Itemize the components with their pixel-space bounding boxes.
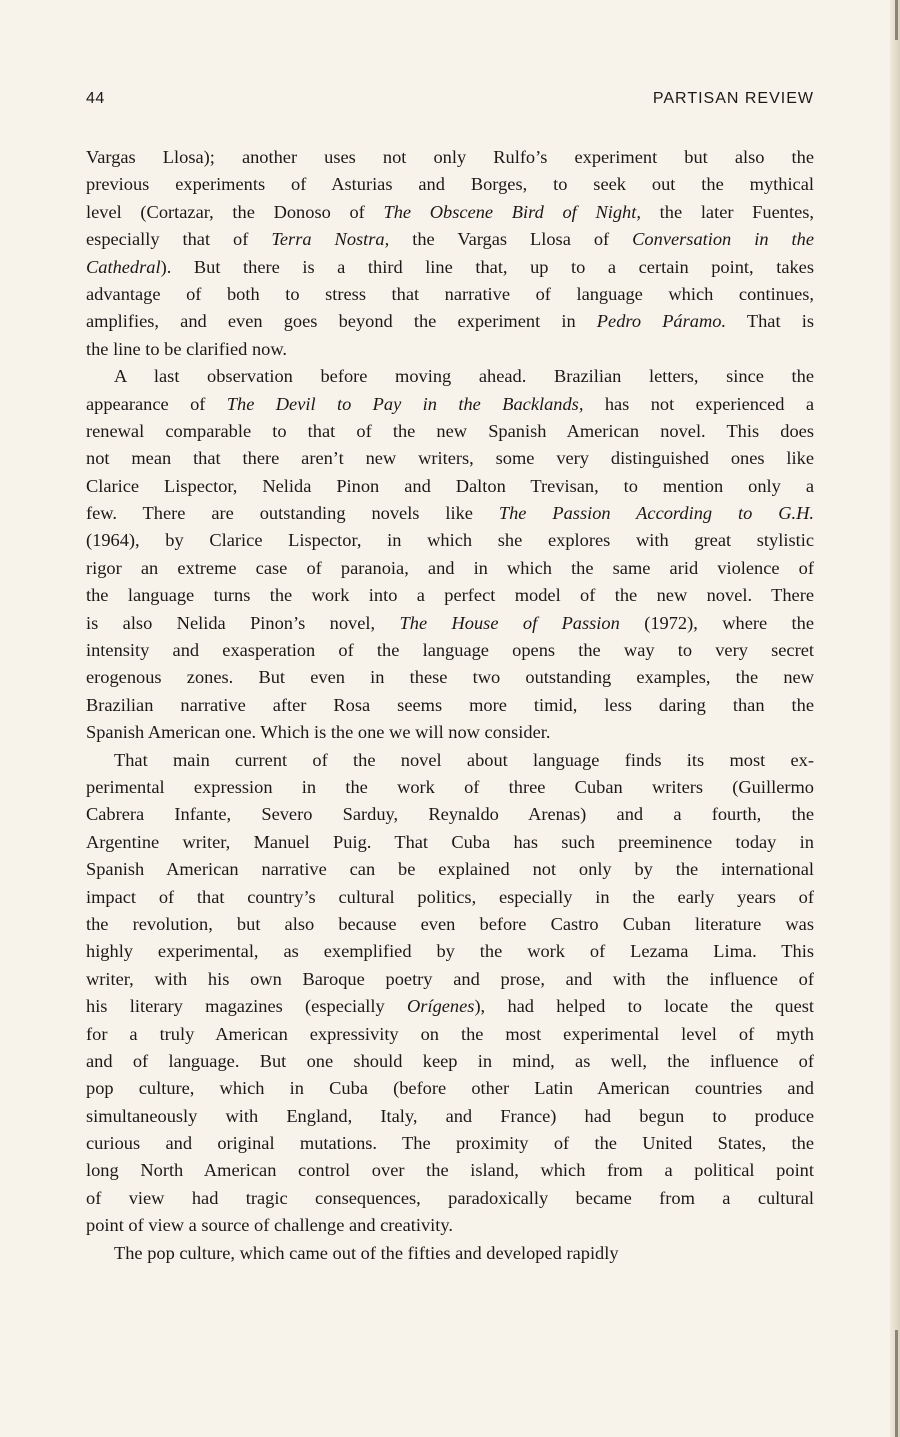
body-text xyxy=(86,144,814,1267)
text-line xyxy=(86,199,814,226)
text-span: especially that of xyxy=(86,229,272,250)
text-line xyxy=(86,829,814,856)
text-line xyxy=(86,1212,814,1239)
text-span: erogenous zones. But even in these two outstanding examples, the new xyxy=(86,667,814,688)
text-span: A last observation before moving ahead. Brazilian letters, since the xyxy=(114,366,814,387)
text-span: highly experimental, as exemplified by the work of Lezama Lima. This xyxy=(86,941,814,962)
text-line xyxy=(86,938,814,965)
text-span: That main current of the novel about language finds its most ex- xyxy=(114,749,814,770)
text-line xyxy=(86,144,814,171)
text-line xyxy=(86,966,814,993)
text-span: the line to be clarified now. xyxy=(86,338,288,359)
text-span: level (Cortazar, the Donoso of xyxy=(86,201,384,222)
text-line xyxy=(86,911,814,938)
text-line xyxy=(86,1157,814,1184)
italic-title: The Obscene Bird of Night, xyxy=(383,201,641,222)
italic-title: The Devil to Pay in the Backlands, xyxy=(226,393,584,414)
text-line xyxy=(86,774,814,801)
italic-title: The House of Passion xyxy=(399,612,620,633)
italic-title: Conversation in the xyxy=(632,229,814,250)
text-line xyxy=(86,336,814,363)
text-span: advantage of both to stress that narrative of language which continues, xyxy=(86,283,814,304)
text-line xyxy=(86,226,814,253)
text-span: of view had tragic consequences, paradoxically became from a cultural xyxy=(86,1187,814,1208)
page-header xyxy=(86,90,814,116)
running-head: PARTISAN REVIEW xyxy=(652,90,814,107)
text-line xyxy=(86,747,814,774)
italic-title: Terra Nostra, xyxy=(271,229,390,250)
text-line xyxy=(86,445,814,472)
text-line xyxy=(86,856,814,883)
text-span: few. There are outstanding novels like xyxy=(86,503,499,524)
page-edge xyxy=(890,0,900,1437)
page-number: 44 xyxy=(86,90,105,107)
text-span: writer, with his own Baroque poetry and prose, and with the influence of xyxy=(86,968,814,989)
text-line xyxy=(86,363,814,390)
text-span: the language turns the work into a perfect model of the new novel. There xyxy=(86,585,814,606)
text-span: intensity and exasperation of the language opens the way to very secret xyxy=(86,640,814,661)
text-span: Spanish American narrative can be explained not only by the international xyxy=(86,859,814,880)
text-span: has not experienced a xyxy=(583,393,814,414)
text-span: not mean that there aren’t new writers, some very distinguished ones like xyxy=(86,448,814,469)
text-line xyxy=(86,391,814,418)
page-edge-shadow xyxy=(895,0,898,40)
italic-title: The Passion According to G.H. xyxy=(498,503,814,524)
text-line xyxy=(86,1048,814,1075)
text-span: his literary magazines (especially xyxy=(86,996,408,1017)
text-span: rigor an extreme case of paranoia, and in which the same arid violence of xyxy=(86,557,814,578)
text-span: previous experiments of Asturias and Borges, to seek out the mythical xyxy=(86,174,814,195)
text-line xyxy=(86,527,814,554)
text-span: That is xyxy=(726,311,814,332)
page-edge-shadow xyxy=(895,1330,898,1437)
text-line xyxy=(86,1021,814,1048)
text-span: the revolution, but also because even before Castro Cuban literature was xyxy=(86,913,814,934)
text-span: is also Nelida Pinon’s novel, xyxy=(86,612,400,633)
text-line xyxy=(86,281,814,308)
text-line xyxy=(86,500,814,527)
text-span: Clarice Lispector, Nelida Pinon and Dalton Trevisan, to mention only a xyxy=(86,475,814,496)
italic-title: Orígenes xyxy=(407,996,475,1017)
text-line xyxy=(86,801,814,828)
text-line xyxy=(86,582,814,609)
text-span: Vargas Llosa); another uses not only Rulfo’s experiment but also the xyxy=(86,147,814,167)
text-line xyxy=(86,473,814,500)
text-span: The pop culture, which came out of the fifties and developed rapidly xyxy=(114,1242,619,1263)
text-line xyxy=(86,884,814,911)
text-span: amplifies, and even goes beyond the experiment in xyxy=(86,311,597,332)
text-line xyxy=(86,719,814,746)
text-span: the Vargas Llosa of xyxy=(389,229,633,250)
text-span: simultaneously with England, Italy, and France) had begun to produce xyxy=(86,1105,814,1126)
text-span: Brazilian narrative after Rosa seems more timid, less daring than the xyxy=(86,694,814,715)
text-line xyxy=(86,555,814,582)
text-span: impact of that country’s cultural politics, especially in the early years of xyxy=(86,886,814,907)
text-span: Spanish American one. Which is the one we will now consider. xyxy=(86,722,551,743)
text-line xyxy=(86,254,814,281)
text-line xyxy=(86,1185,814,1212)
text-line xyxy=(86,993,814,1020)
text-span: long North American control over the island, which from a political point xyxy=(86,1160,814,1181)
text-span: perimental expression in the work of three Cuban writers (Guillermo xyxy=(86,776,814,797)
text-span: pop culture, which in Cuba (before other Latin American countries and xyxy=(86,1078,814,1099)
text-line xyxy=(86,1130,814,1157)
text-span: Argentine writer, Manuel Puig. That Cuba has such preeminence today in xyxy=(86,831,814,852)
text-span: point of view a source of challenge and creativity. xyxy=(86,1215,453,1236)
italic-title: Cathedral xyxy=(86,256,161,277)
text-line xyxy=(86,171,814,198)
text-line xyxy=(86,692,814,719)
text-span: the later Fuentes, xyxy=(640,201,814,222)
text-line xyxy=(86,308,814,335)
text-line xyxy=(86,1240,814,1267)
text-span: (1964), by Clarice Lispector, in which she explores with great stylistic xyxy=(86,530,814,551)
text-line xyxy=(86,664,814,691)
text-span: appearance of xyxy=(86,393,227,414)
text-span: Cabrera Infante, Severo Sarduy, Reynaldo Arenas) and a fourth, the xyxy=(86,804,814,825)
text-span: (1972), where the xyxy=(619,612,814,633)
text-line xyxy=(86,637,814,664)
text-line xyxy=(86,418,814,445)
text-span: and of language. But one should keep in mind, as well, the influence of xyxy=(86,1050,814,1071)
text-span: for a truly American expressivity on the most experimental level of myth xyxy=(86,1023,814,1044)
text-line xyxy=(86,1103,814,1130)
text-span: renewal comparable to that of the new Spanish American novel. This does xyxy=(86,420,814,441)
text-span: ). But there is a third line that, up to a certain point, takes xyxy=(160,256,814,277)
italic-title: Pedro Páramo. xyxy=(596,311,727,332)
text-span: ), had helped to locate the quest xyxy=(474,996,814,1017)
text-line xyxy=(86,1075,814,1102)
text-span: curious and original mutations. The proximity of the United States, the xyxy=(86,1133,814,1154)
text-line xyxy=(86,610,814,637)
